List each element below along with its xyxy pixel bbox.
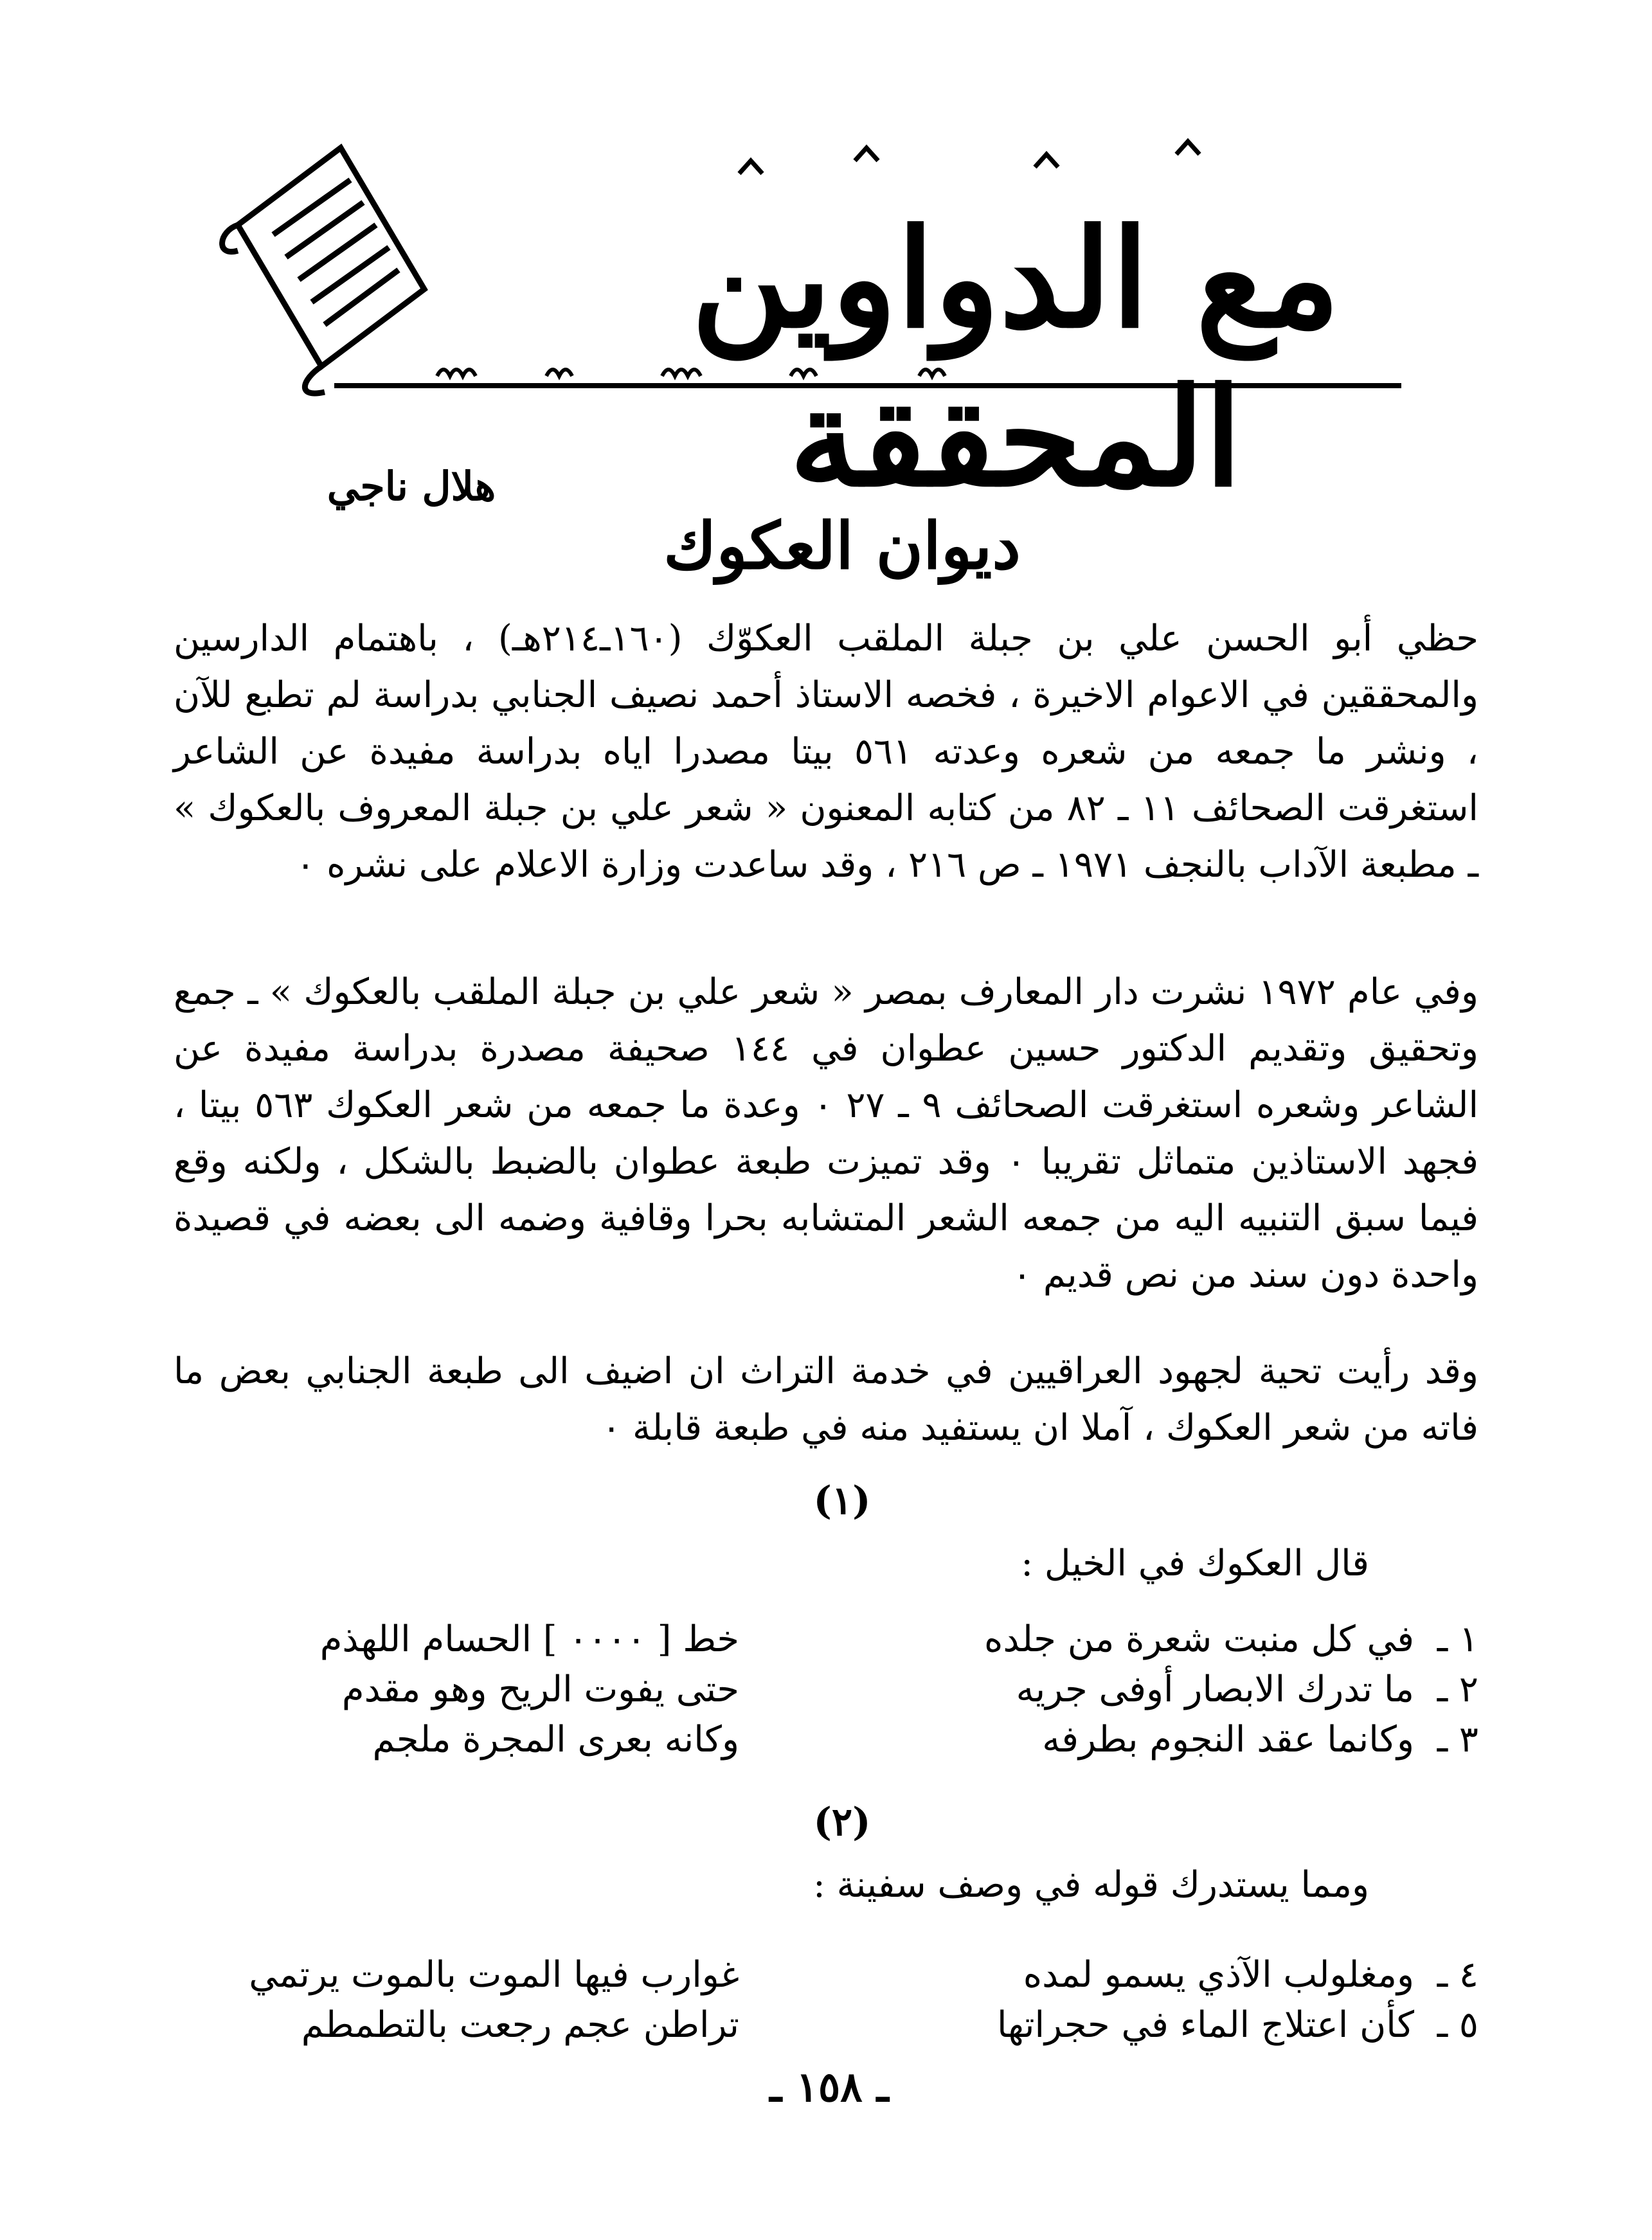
verse-second-hemistich: غوارب فيها الموت بالموت يرتمي	[249, 1954, 739, 1996]
verse-second-hemistich: تراطن عجم رجعت بالتطمطم	[301, 2004, 739, 2046]
verse-first-hemistich: في كل منبت شعرة من جلده	[984, 1618, 1414, 1660]
banner-title: مع الدواوين المحققة	[691, 199, 1340, 517]
verse-first-hemistich: ما تدرك الابصار أوفى جريه	[1016, 1669, 1414, 1710]
verse-first-hemistich: وكانما عقد النجوم بطرفه	[1042, 1719, 1414, 1761]
author-name: هلال ناجي	[327, 463, 496, 510]
verse-number: ٣ ـ	[1437, 1719, 1478, 1761]
section-number: (٢)	[813, 1800, 871, 1845]
section-intro: ومما يستدرك قوله في وصف سفينة :	[813, 1864, 1369, 1906]
verse-first-hemistich: ومغلولب الآذي يسمو لمده	[1023, 1954, 1414, 1996]
verse	[174, 1669, 1478, 1719]
paragraph-2: وفي عام ١٩٧٢ نشرت دار المعارف بمصر « شعر علي بن جبلة الملقب بالعكوك » ـ جمع وتحقيق وتقديم الدكتور حسين عطوان في ١٤٤ صحيفة مصدرة بدراسة مفيدة عن الشاعر وشعره استغرقت الصحائف ٩ ـ ٢٧ ٠ وعدة ما جمعه من شعر العكوك ٥٦٣ بيتا ، فجهد الاستاذين متماثل تقريبا ٠ وقد تميزت طبعة عطوان بالضبط بالشكل ، ولكنه وقع فيما سبق التنبيه اليه من جمعه الشعر المتشابه بحرا وقافية وضمه الى بعضه في قصيدة واحدة دون سند من نص قديم ٠	[174, 971, 1478, 1296]
verse	[174, 1954, 1478, 2004]
page-number: ـ ١٥٨ ـ	[769, 2063, 889, 2111]
poem-section-2	[174, 1954, 1478, 2054]
verse-first-hemistich: كأن اعتلاج الماء في حجراتها	[996, 2004, 1414, 2046]
verse-number: ١ ـ	[1437, 1618, 1478, 1660]
verse-number: ٤ ـ	[1437, 1954, 1478, 1996]
paragraph-3: وقد رأيت تحية لجهود العراقيين في خدمة التراث ان اضيف الى طبعة الجنابي بعض ما فاته من شعر العكوك ، آملا ان يستفيد منه في طبعة قابلة ٠	[174, 1350, 1478, 1449]
article-title: ديوان العكوك	[663, 508, 1021, 584]
verse-number: ٢ ـ	[1437, 1669, 1478, 1710]
scroll-icon	[222, 148, 424, 393]
verse	[174, 1719, 1478, 1769]
verse	[174, 2004, 1478, 2054]
verse-second-hemistich: خط [ ٠٠٠٠ ] الحسام اللهذم	[319, 1618, 739, 1660]
section-number: (١)	[813, 1478, 871, 1523]
verse-second-hemistich: وكانه بعرى المجرة ملجم	[372, 1719, 739, 1761]
verse-second-hemistich: حتى يفوت الريح وهو مقدم	[341, 1669, 739, 1710]
poem-section-1	[174, 1618, 1478, 1769]
section-intro: قال العكوك في الخيل :	[1021, 1543, 1369, 1584]
verse-number: ٥ ـ	[1437, 2004, 1478, 2046]
verse	[174, 1618, 1478, 1669]
paragraph-1: حظي أبو الحسن علي بن جبلة الملقب العكوّك (١٦٠ـ٢١٤هـ) ، باهتمام الدارسين والمحققين في الاعوام الاخيرة ، فخصه الاستاذ أحمد نصيف الجنابي بدراسة لم تطبع للآن ، ونشر ما جمعه من شعره وعدته ٥٦١ بيتا مصدرا اياه بدراسة مفيدة عن الشاعر استغرقت الصحائف ١١ ـ ٨٢ من كتابه المعنون « شعر علي بن جبلة المعروف بالعكوك » ـ مطبعة الآداب بالنجف ١٩٧١ ـ ص ٢١٦ ، وقد ساعدت وزارة الاعلام على نشره ٠	[174, 618, 1479, 886]
